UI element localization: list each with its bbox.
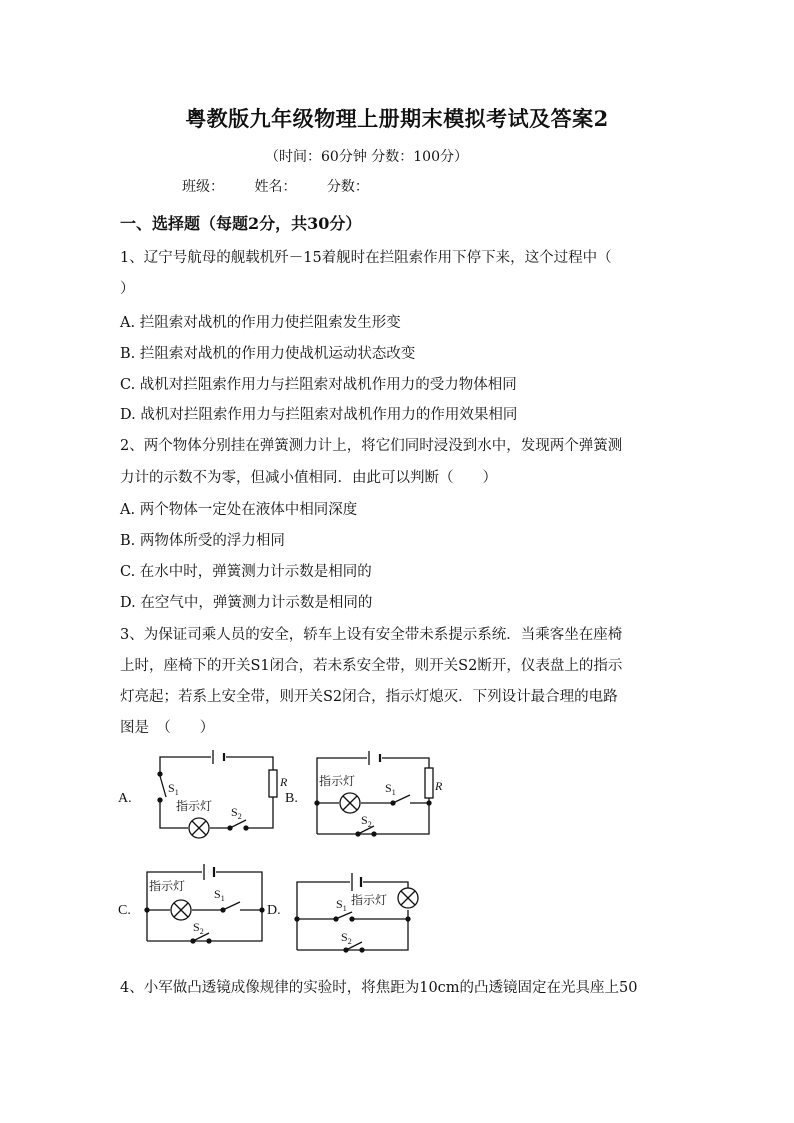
- s2-label: $S_2$: [361, 813, 372, 829]
- q3-stem-line3: 灯亮起；若系上安全带，则开关S2闭合，指示灯熄灭．下列设计最合理的电路: [120, 689, 618, 705]
- class-label: 班级：: [182, 179, 224, 195]
- section-heading: 一、选择题（每题2分，共30分）: [120, 214, 362, 233]
- circuit-c: [145, 864, 264, 943]
- switch-s1-blade: [395, 795, 410, 802]
- lamp-label: 指示灯: [149, 879, 186, 893]
- q2-option-b: B. 两物体所受的浮力相同: [120, 533, 285, 549]
- q1-stem-line1: 1、辽宁号航母的舰载机歼－15着舰时在拦阻索作用下停下来，这个过程中（: [120, 250, 612, 266]
- student-info: [182, 176, 395, 196]
- page-title: 粤教版九年级物理上册期末模拟考试及答案2: [185, 106, 609, 131]
- q2-option-c: C. 在水中时，弹簧测力计示数是相同的: [120, 564, 372, 580]
- resistor-label: R: [435, 779, 443, 793]
- q3-stem-line1: 3、为保证司乘人员的安全，轿车上设有安全带未系提示系统．当乘客坐在座椅: [120, 627, 623, 643]
- q2-option-d: D. 在空气中，弹簧测力计示数是相同的: [120, 595, 373, 611]
- s1-label: $S_1$: [168, 781, 179, 797]
- resistor-r: [425, 768, 433, 798]
- s1-label: $S_1$: [214, 887, 225, 903]
- option-a-label: A.: [118, 791, 132, 806]
- switch-s1-contact: [158, 798, 162, 802]
- q1-option-c: C. 战机对拦阻索作用力与拦阻索对战机作用力的受力物体相同: [120, 377, 517, 393]
- q3-stem-line2: 上时，座椅下的开关S1闭合，若未系安全带，则开关S2断开，仪表盘上的指示: [120, 658, 623, 674]
- s2-label: $S_2$: [341, 930, 352, 946]
- exam-time-score: （时间：60分钟 分数：100分）: [265, 149, 468, 165]
- q1-option-b: B. 拦阻索对战机的作用力使战机运动状态改变: [120, 346, 416, 362]
- lamp-label: 指示灯: [319, 774, 356, 788]
- circuit-diagrams: [118, 740, 578, 962]
- switch-s1-blade: [160, 776, 166, 797]
- circuit-a: [158, 750, 288, 838]
- switch-s2-blade: [232, 820, 246, 827]
- option-c-label: C.: [118, 903, 131, 918]
- switch-s2-contact: [228, 826, 232, 830]
- switch-s2-contact: [244, 826, 248, 830]
- resistor-label: R: [280, 775, 288, 789]
- lamp-label: 指示灯: [351, 893, 388, 907]
- q1-option-a: A. 拦阻索对战机的作用力使拦阻索发生形变: [120, 315, 401, 331]
- q4-stem-line1: 4、小军做凸透镜成像规律的实验时，将焦距为10cm的凸透镜固定在光具座上50: [120, 980, 638, 996]
- s1-label: $S_1$: [336, 897, 347, 913]
- resistor-r: [269, 770, 277, 797]
- option-d-label: D.: [267, 903, 281, 918]
- circuit-d: [295, 873, 418, 952]
- score-label: 分数：: [326, 179, 369, 195]
- switch-s1-blade: [225, 902, 240, 909]
- s2-label: $S_2$: [231, 805, 242, 821]
- q3-stem-line4: 图是 （ ）: [120, 720, 215, 736]
- q2-stem-line1: 2、两个物体分别挂在弹簧测力计上，将它们同时浸没到水中，发现两个弹簧测: [120, 438, 623, 454]
- circuit-b: [315, 751, 443, 836]
- q2-stem-line2: 力计的示数不为零，但减小值相同．由此可以判断（ ）: [120, 470, 497, 486]
- s1-label: $S_1$: [385, 781, 396, 797]
- q1-option-d: D. 战机对拦阻索作用力与拦阻索对战机作用力的作用效果相同: [120, 407, 518, 423]
- q1-stem-line2: ）: [120, 281, 135, 297]
- name-label: 姓名：: [254, 179, 297, 195]
- q2-option-a: A. 两个物体一定处在液体中相同深度: [120, 502, 358, 518]
- switch-s1-contact: [158, 772, 162, 776]
- lamp-label: 指示灯: [176, 799, 213, 813]
- option-b-label: B.: [285, 791, 298, 806]
- s2-label: $S_2$: [193, 920, 204, 936]
